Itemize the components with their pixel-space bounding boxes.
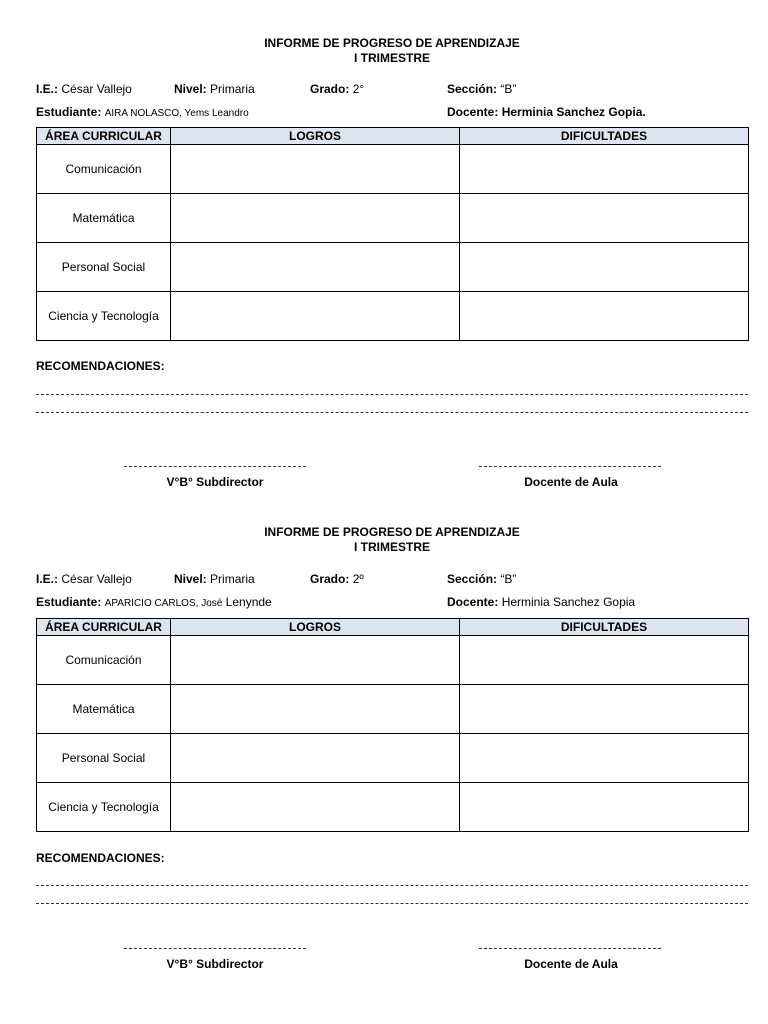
signature-line-subdirector — [124, 948, 306, 949]
logros-cell[interactable] — [171, 685, 460, 734]
dificultades-cell[interactable] — [460, 636, 749, 685]
estudiante-value: APARICIO CARLOS, José — [104, 598, 223, 609]
dificultades-cell[interactable] — [460, 292, 749, 341]
dificultades-cell[interactable] — [460, 243, 749, 292]
area-name: Matemática — [37, 685, 171, 734]
dificultades-cell[interactable] — [460, 194, 749, 243]
estudiante-label: Estudiante: — [36, 595, 102, 609]
table-row — [37, 783, 749, 832]
signature-label-subdirector: V°B° Subdirector — [166, 475, 264, 489]
report-title — [0, 36, 768, 66]
areas-table — [36, 618, 749, 832]
logros-cell[interactable] — [171, 734, 460, 783]
logros-cell[interactable] — [171, 292, 460, 341]
recomendaciones-label: RECOMENDACIONES: — [36, 851, 165, 865]
signature-label-subdirector: V°B° Subdirector — [166, 957, 264, 971]
table-row — [37, 636, 749, 685]
ie-field — [36, 572, 132, 586]
nivel-value: Primaria — [210, 572, 255, 586]
logros-cell[interactable] — [171, 636, 460, 685]
dificultades-cell[interactable] — [460, 783, 749, 832]
seccion-value: “B” — [500, 82, 517, 96]
area-name: Comunicación — [37, 145, 171, 194]
table-row — [37, 243, 749, 292]
title-line-2: I TRIMESTRE — [353, 540, 430, 554]
areas-table — [36, 127, 749, 341]
signature-line-docente — [479, 948, 661, 949]
seccion-field — [447, 82, 516, 96]
docente-value: Herminia Sanchez Gopia. — [501, 105, 646, 119]
area-name: Comunicación — [37, 636, 171, 685]
table-row — [37, 685, 749, 734]
recomendaciones-line-2[interactable] — [36, 412, 748, 413]
grado-field — [310, 572, 364, 586]
recomendaciones-label: RECOMENDACIONES: — [36, 359, 165, 373]
ie-label: I.E.: — [36, 572, 59, 586]
estudiante-label: Estudiante: — [36, 105, 102, 119]
title-line-1: INFORME DE PROGRESO DE APRENDIZAJE — [264, 525, 520, 539]
docente-label: Docente: — [447, 595, 499, 609]
docente-label: Docente: — [447, 105, 499, 119]
report-title — [0, 525, 768, 555]
table-header-row — [37, 128, 749, 145]
signature-line-docente — [479, 466, 661, 467]
nivel-label: Nivel: — [174, 82, 207, 96]
ie-field — [36, 82, 132, 96]
ie-value: César Vallejo — [61, 82, 132, 96]
area-name: Matemática — [37, 194, 171, 243]
header-dificultades: DIFICULTADES — [460, 619, 749, 636]
title-line-1: INFORME DE PROGRESO DE APRENDIZAJE — [264, 36, 520, 50]
recomendaciones-line-1[interactable] — [36, 885, 748, 886]
area-name: Ciencia y Tecnología — [37, 292, 171, 341]
seccion-value: “B” — [500, 572, 517, 586]
area-name: Ciencia y Tecnología — [37, 783, 171, 832]
nivel-field — [174, 82, 255, 96]
estudiante-field — [36, 105, 249, 119]
area-name: Personal Social — [37, 243, 171, 292]
header-area: ÁREA CURRICULAR — [37, 619, 171, 636]
table-row — [37, 145, 749, 194]
nivel-label: Nivel: — [174, 572, 207, 586]
grado-value: 2º — [352, 572, 364, 586]
table-row — [37, 292, 749, 341]
nivel-field — [174, 572, 255, 586]
table-row — [37, 734, 749, 783]
recomendaciones-line-2[interactable] — [36, 903, 748, 904]
area-name: Personal Social — [37, 734, 171, 783]
table-row — [37, 194, 749, 243]
dificultades-cell[interactable] — [460, 685, 749, 734]
logros-cell[interactable] — [171, 145, 460, 194]
estudiante-field — [36, 595, 272, 609]
grado-label: Grado: — [310, 572, 350, 586]
signature-label-docente: Docente de Aula — [524, 475, 618, 489]
nivel-value: Primaria — [210, 82, 255, 96]
logros-cell[interactable] — [171, 243, 460, 292]
docente-field — [447, 105, 646, 119]
signature-line-subdirector — [124, 466, 306, 467]
title-line-2: I TRIMESTRE — [353, 51, 430, 65]
header-logros: LOGROS — [171, 128, 460, 145]
docente-value: Herminia Sanchez Gopia — [501, 595, 636, 609]
dificultades-cell[interactable] — [460, 734, 749, 783]
header-dificultades: DIFICULTADES — [460, 128, 749, 145]
table-header-row — [37, 619, 749, 636]
logros-cell[interactable] — [171, 783, 460, 832]
ie-label: I.E.: — [36, 82, 59, 96]
recomendaciones-line-1[interactable] — [36, 394, 748, 395]
logros-cell[interactable] — [171, 194, 460, 243]
signature-label-docente: Docente de Aula — [524, 957, 618, 971]
estudiante-value-extra: Lenynde — [225, 595, 272, 609]
docente-field — [447, 595, 635, 609]
seccion-label: Sección: — [447, 572, 498, 586]
grado-label: Grado: — [310, 82, 350, 96]
seccion-label: Sección: — [447, 82, 498, 96]
header-logros: LOGROS — [171, 619, 460, 636]
ie-value: César Vallejo — [61, 572, 132, 586]
grado-field — [310, 82, 364, 96]
estudiante-value: AIRA NOLASCO, Yems Leandro — [104, 108, 249, 119]
seccion-field — [447, 572, 516, 586]
dificultades-cell[interactable] — [460, 145, 749, 194]
header-area: ÁREA CURRICULAR — [37, 128, 171, 145]
grado-value: 2° — [352, 82, 365, 96]
